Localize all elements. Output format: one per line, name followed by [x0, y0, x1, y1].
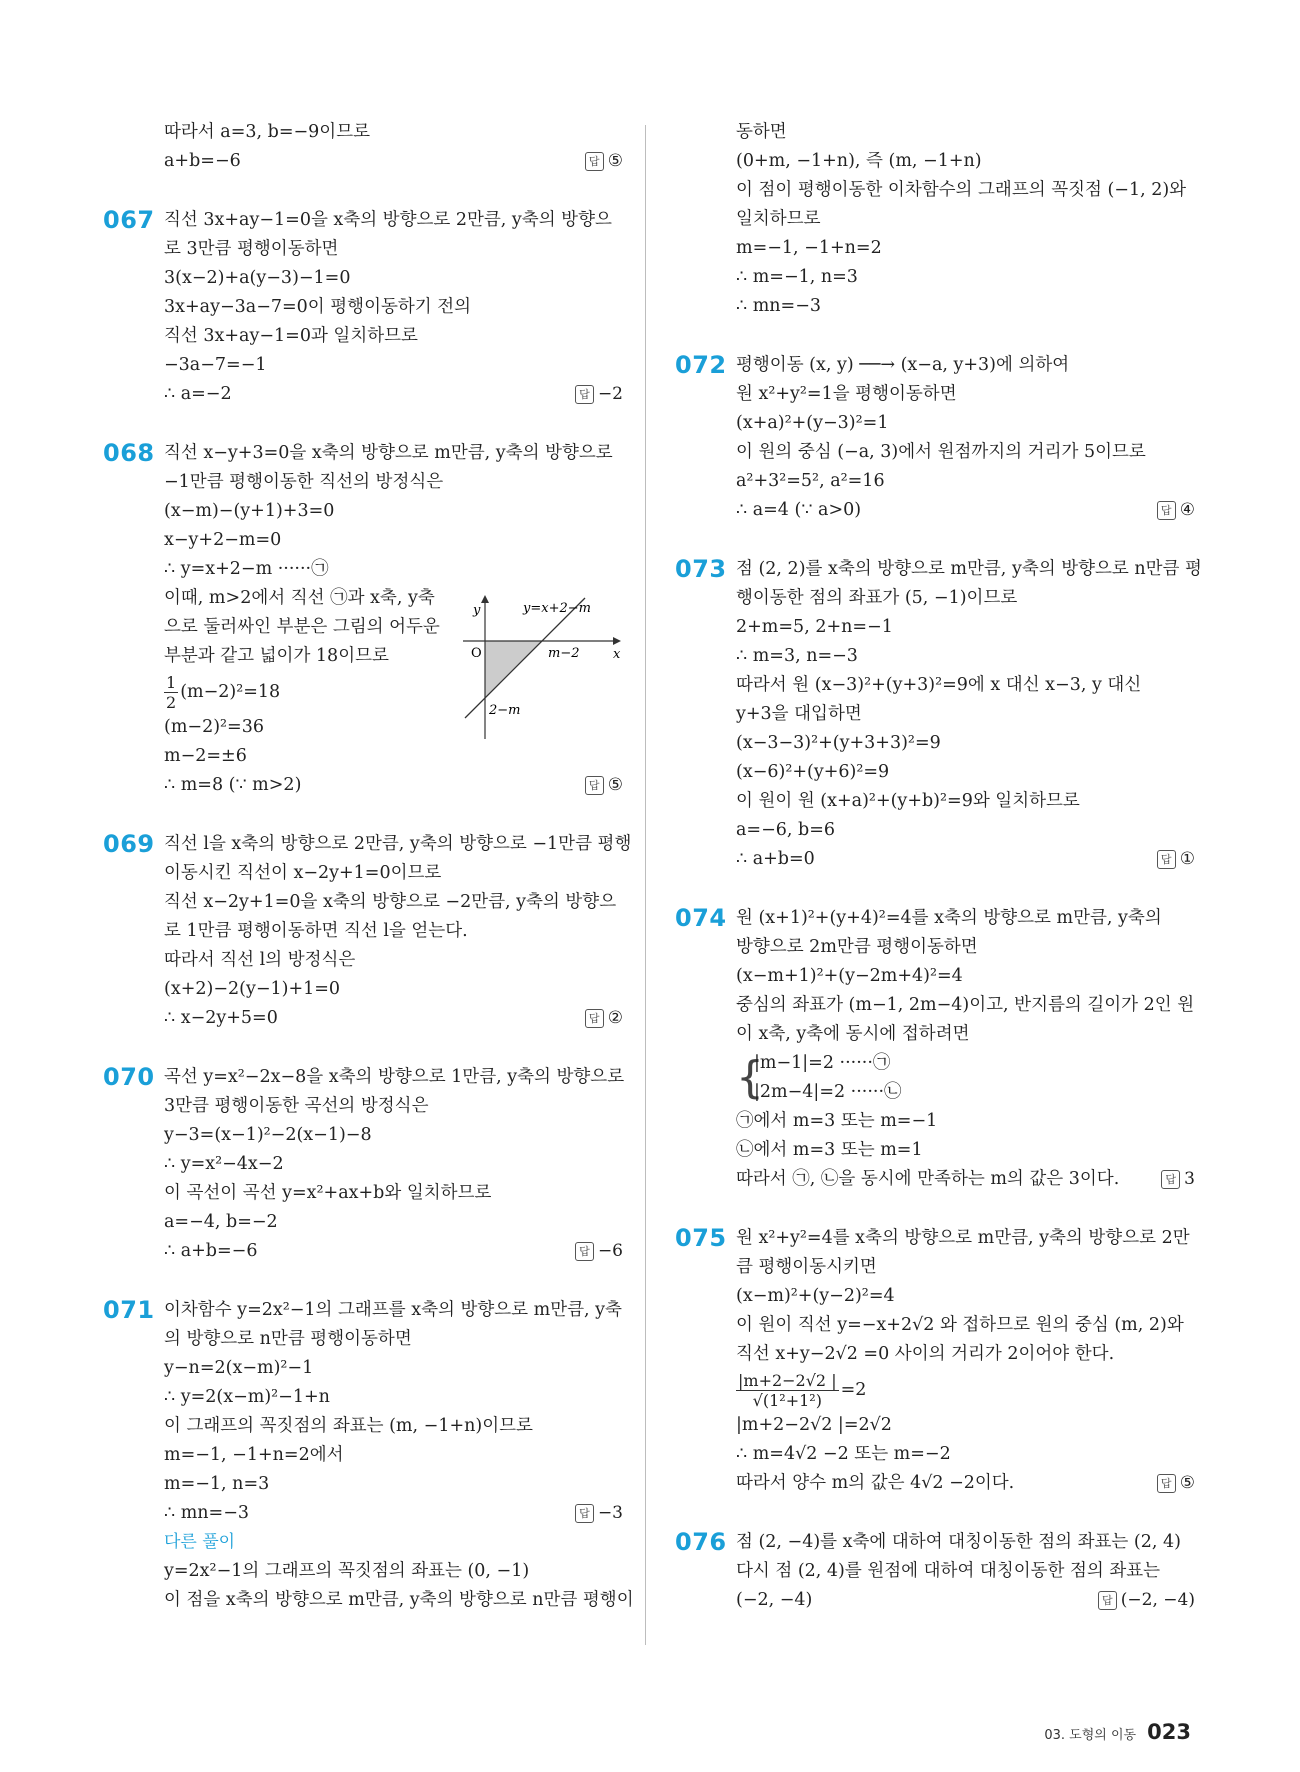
y-axis-label: y — [473, 603, 481, 618]
text-line: ∴ a+b=−6 답 −6 — [164, 1237, 623, 1266]
text-line: 따라서 양수 m의 값은 4√2 −2이다. 답 ⑤ — [736, 1469, 1195, 1498]
text-line: −3a−7=−1 — [164, 355, 267, 375]
text-line: 이때, m>2에서 직선 ㉠과 x축, y축 — [164, 588, 435, 608]
problem-067 — [103, 206, 623, 409]
problem-number: 074 — [675, 904, 727, 932]
page-footer — [1044, 1720, 1191, 1744]
answer: 답 ⑤ — [585, 147, 623, 176]
problem-069 — [103, 830, 632, 1033]
problem-number: 069 — [103, 830, 155, 858]
problem-071 — [103, 1296, 634, 1615]
text-line: m=−1, −1+n=2에서 — [164, 1445, 344, 1465]
text-line: ∴ y=2(x−m)²−1+n — [164, 1387, 330, 1407]
answer: 답 3 — [1161, 1165, 1195, 1194]
column-divider — [645, 125, 646, 1645]
text-line: (x−3−3)²+(y+3+3)²=9 — [736, 733, 941, 753]
problem-068 — [103, 439, 623, 800]
text-line: ∴ mn=−3 답 −3 — [164, 1499, 623, 1528]
text-line: (x−m)−(y+1)+3=0 — [164, 501, 335, 521]
answer-mark-icon: 답 — [585, 152, 604, 171]
text-line: (x+a)²+(y−3)²=1 — [736, 413, 889, 433]
answer-mark-icon: 답 — [585, 1009, 604, 1028]
text-line: 이 x축, y축에 동시에 접하려면 — [736, 1024, 970, 1044]
problem-number: 075 — [675, 1224, 727, 1252]
answer: 답 ⑤ — [1157, 1469, 1195, 1498]
problem-072 — [675, 351, 1195, 525]
text-line: 따라서 ㉠, ㉡을 동시에 만족하는 m의 값은 3이다. 답 3 — [736, 1165, 1195, 1194]
text-line: y−n=2(x−m)²−1 — [164, 1358, 314, 1378]
text-line: 직선 3x+ay−1=0을 x축의 방향으로 2만큼, y축의 방향으 — [164, 210, 612, 230]
continuation-block — [675, 118, 1195, 321]
text-line: 원 (x+1)²+(y+4)²=4를 x축의 방향으로 m만큼, y축의 — [736, 908, 1162, 928]
text-line: 일치하므로 — [736, 209, 821, 229]
problem-075 — [675, 1224, 1195, 1498]
text-line: (m−2)²=36 — [164, 717, 264, 737]
answer-mark-icon: 답 — [575, 1242, 594, 1261]
text-line: 원 x²+y²=1을 평행이동하면 — [736, 384, 957, 404]
text-line: (−2, −4) 답 (−2, −4) — [736, 1586, 1195, 1615]
text-line: m=−1, n=3 — [164, 1474, 270, 1494]
text-line: a=−6, b=6 — [736, 820, 836, 840]
text-line: (x−m+1)²+(y−2m+4)²=4 — [736, 966, 963, 986]
text-line: ∴ m=−1, n=3 — [736, 267, 858, 287]
answer: 답 ④ — [1157, 496, 1195, 525]
answer-mark-icon: 답 — [585, 776, 604, 795]
text-line: 직선 x−2y+1=0을 x축의 방향으로 −2만큼, y축의 방향으 — [164, 892, 617, 912]
text-line: ∴ m=3, n=−3 — [736, 646, 858, 666]
text-line: 원 x²+y²=4를 x축의 방향으로 m만큼, y축의 방향으로 2만 — [736, 1228, 1190, 1248]
text-line: 중심의 좌표가 (m−1, 2m−4)이고, 반지름의 길이가 2인 원 — [736, 995, 1195, 1015]
text-line: |2m−4|=2 ······㉡ — [754, 1082, 902, 1102]
answer-mark-icon: 답 — [1161, 1170, 1180, 1189]
text-line: 방향으로 2m만큼 평행이동하면 — [736, 937, 978, 957]
problem-number: 076 — [675, 1528, 727, 1556]
fraction: $\frac{|m+2-2√2 |}{\text{√(1²+1²)}}$ — [738, 1371, 837, 1410]
answer-mark-icon: 답 — [575, 385, 594, 404]
text-line: 평행이동 (x, y) ──→ (x−a, y+3)에 의하여 — [736, 355, 1070, 375]
text-line: 직선 x+y−2√2 =0 사이의 거리가 2이어야 한다. — [736, 1344, 1115, 1364]
problem-number: 067 — [103, 206, 155, 234]
problem-number: 073 — [675, 555, 727, 583]
text-line: 따라서 a=3, b=−9이므로 — [164, 122, 371, 142]
text-line: 동하면 — [736, 122, 787, 142]
text-line: 이 점이 평행이동한 이차함수의 그래프의 꼭짓점 (−1, 2)와 — [736, 180, 1187, 200]
text-line: 큼 평행이동시키면 — [736, 1257, 877, 1277]
text-line: y=2x²−1의 그래프의 꼭짓점의 좌표는 (0, −1) — [164, 1561, 530, 1581]
intro-block — [103, 118, 623, 176]
text-line: 따라서 원 (x−3)²+(y+3)²=9에 x 대신 x−3, y 대신 — [736, 675, 1142, 695]
problem-number: 071 — [103, 1296, 155, 1324]
text-line: ∴ a=−2 답 −2 — [164, 380, 623, 409]
text-line: −1만큼 평행이동한 직선의 방정식은 — [164, 472, 444, 492]
text-line: x−y+2−m=0 — [164, 530, 282, 550]
answer-mark-icon: 답 — [1157, 850, 1176, 869]
text-line: ㉡에서 m=3 또는 m=1 — [736, 1140, 923, 1160]
text-line: y+3을 대입하면 — [736, 704, 862, 724]
text-line: ∴ a+b=0 답 ① — [736, 845, 1195, 874]
text-line: 곡선 y=x²−2x−8을 x축의 방향으로 1만큼, y축의 방향으로 — [164, 1067, 625, 1087]
alt-solution-title: 다른 풀이 — [164, 1532, 236, 1552]
text-line: 로 3만큼 평행이동하면 — [164, 239, 339, 259]
text-line: 이 원의 중심 (−a, 3)에서 원점까지의 거리가 5이므로 — [736, 442, 1146, 462]
answer: 답 −6 — [575, 1237, 623, 1266]
text-line: 3(x−2)+a(y−3)−1=0 — [164, 268, 351, 288]
text-line: 이동시킨 직선이 x−2y+1=0이므로 — [164, 863, 442, 883]
problem-number: 072 — [675, 351, 727, 379]
text-line: 이 점을 x축의 방향으로 m만큼, y축의 방향으로 n만큼 평행이 — [164, 1590, 634, 1610]
answer-mark-icon: 답 — [1098, 1591, 1117, 1610]
answer: 답 ⑤ — [585, 771, 623, 800]
triangle-graph — [463, 594, 623, 744]
text-line: 점 (2, −4)를 x축에 대하여 대칭이동한 점의 좌표는 (2, 4) — [736, 1532, 1181, 1552]
problem-number: 068 — [103, 439, 155, 467]
text-line: ∴ a=4 (∵ a>0) 답 ④ — [736, 496, 1195, 525]
page-number: 023 — [1147, 1720, 1191, 1744]
text-line: 직선 l을 x축의 방향으로 2만큼, y축의 방향으로 −1만큼 평행 — [164, 834, 632, 854]
origin-label: O — [471, 646, 482, 661]
problem-074 — [675, 904, 1195, 1194]
y-intercept-label: 2−m — [489, 703, 521, 718]
text-line: $\frac{1}{2}$ (m−2)²=18 — [166, 673, 281, 712]
text-line: ∴ x−2y+5=0 답 ② — [164, 1004, 623, 1033]
text-line: m=−1, −1+n=2 — [736, 238, 882, 258]
text-line: ∴ y=x+2−m ······㉠ — [164, 559, 329, 579]
text-line: |m+2−2√2 |=2√2 — [736, 1415, 892, 1435]
text-line: (x+2)−2(y−1)+1=0 — [164, 979, 341, 999]
text-line: 다시 점 (2, 4)를 원점에 대하여 대칭이동한 점의 좌표는 — [736, 1561, 1161, 1581]
text-line: $\frac{|m+2-2√2 |}{\text{√(1²+1²)}}$ =2 — [738, 1371, 867, 1410]
brace-icon: { — [736, 1052, 764, 1103]
text-line: (x−6)²+(y+6)²=9 — [736, 762, 890, 782]
text-line: 이차함수 y=2x²−1의 그래프를 x축의 방향으로 m만큼, y축 — [164, 1300, 622, 1320]
x-axis-label: x — [613, 647, 621, 662]
text-line: m−2=±6 — [164, 746, 247, 766]
text-line: 이 곡선이 곡선 y=x²+ax+b와 일치하므로 — [164, 1183, 492, 1203]
chapter-title: 03. 도형의 이동 — [1044, 1728, 1137, 1743]
text-line: (0+m, −1+n), 즉 (m, −1+n) — [736, 151, 982, 171]
text-line: ㉠에서 m=3 또는 m=−1 — [736, 1111, 938, 1131]
text-line: 부분과 같고 넓이가 18이므로 — [164, 646, 389, 666]
text-line: 로 1만큼 평행이동하면 직선 l을 얻는다. — [164, 921, 468, 941]
x-intercept-label: m−2 — [548, 646, 580, 661]
left-column — [103, 118, 634, 1615]
text-line: 직선 3x+ay−1=0과 일치하므로 — [164, 326, 418, 346]
text-line: a=−4, b=−2 — [164, 1212, 278, 1232]
text-line: y−3=(x−1)²−2(x−1)−8 — [164, 1125, 372, 1145]
answer-mark-icon: 답 — [575, 1504, 594, 1523]
answer: 답 (−2, −4) — [1098, 1586, 1195, 1615]
text-line: 의 방향으로 n만큼 평행이동하면 — [164, 1329, 412, 1349]
answer: 답 −2 — [575, 380, 623, 409]
answer-mark-icon: 답 — [1157, 501, 1176, 520]
answer: 답 ① — [1157, 845, 1195, 874]
text-line: 행이동한 점의 좌표가 (5, −1)이므로 — [736, 588, 1018, 608]
text-line: 3x+ay−3a−7=0이 평행이동하기 전의 — [164, 297, 472, 317]
answer: 답 −3 — [575, 1499, 623, 1528]
problem-070 — [103, 1063, 623, 1266]
answer-mark-icon: 답 — [1157, 1474, 1176, 1493]
text-line: 2+m=5, 2+n=−1 — [736, 617, 893, 637]
text-line: a+b=−6 답 ⑤ — [164, 147, 623, 176]
text-line: 따라서 직선 l의 방정식은 — [164, 950, 356, 970]
line-label: y=x+2−m — [523, 601, 591, 616]
text-line: (x−m)²+(y−2)²=4 — [736, 1286, 895, 1306]
text-line: 점 (2, 2)를 x축의 방향으로 m만큼, y축의 방향으로 n만큼 평 — [736, 559, 1202, 579]
text-line: 이 원이 직선 y=−x+2√2 와 접하므로 원의 중심 (m, 2)와 — [736, 1315, 1184, 1335]
text-line: ∴ m=8 (∵ m>2) 답 ⑤ — [164, 771, 623, 800]
text-line: 이 원이 원 (x+a)²+(y+b)²=9와 일치하므로 — [736, 791, 1080, 811]
answer: 답 ② — [585, 1004, 623, 1033]
text-line: 직선 x−y+3=0을 x축의 방향으로 m만큼, y축의 방향으로 — [164, 443, 613, 463]
text-line: 3만큼 평행이동한 곡선의 방정식은 — [164, 1096, 429, 1116]
text-line: ∴ m=4√2 −2 또는 m=−2 — [736, 1444, 951, 1464]
equation-system — [736, 1049, 1195, 1107]
text-line: |m−1|=2 ······㉠ — [754, 1053, 891, 1073]
text-line: 이 그래프의 꼭짓점의 좌표는 (m, −1+n)이므로 — [164, 1416, 533, 1436]
text-line: ∴ y=x²−4x−2 — [164, 1154, 284, 1174]
problem-076 — [675, 1528, 1195, 1615]
right-column — [675, 118, 1202, 1615]
fraction: $\frac{1}{2}$ — [166, 673, 177, 712]
problem-073 — [675, 555, 1202, 874]
problem-number: 070 — [103, 1063, 155, 1091]
text-line: ∴ mn=−3 — [736, 296, 822, 316]
text-line: 으로 둘러싸인 부분은 그림의 어두운 — [164, 617, 440, 637]
text-line: a²+3²=5², a²=16 — [736, 471, 885, 491]
